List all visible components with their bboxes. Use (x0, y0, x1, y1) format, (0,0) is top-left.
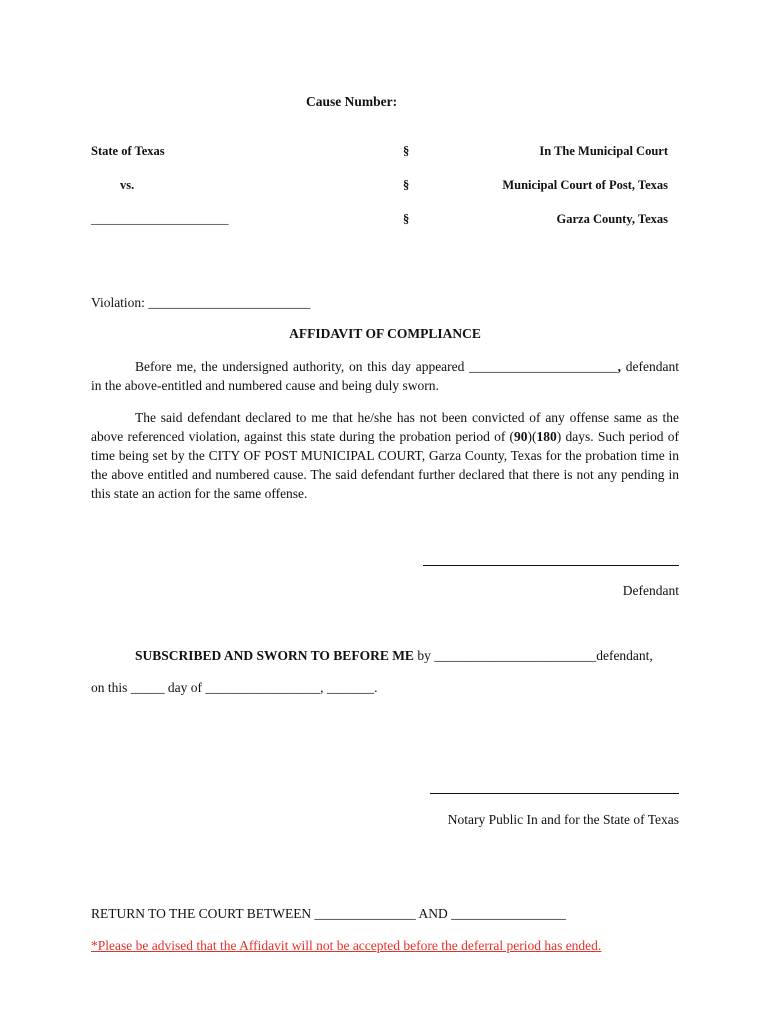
violation-label: Violation: (91, 295, 145, 310)
caption-municipal-court: In The Municipal Court (539, 144, 668, 158)
section-symbol: § (403, 144, 410, 158)
paragraph-declaration (91, 408, 679, 503)
notary-signature-line[interactable] (430, 793, 679, 794)
section-symbol: § (403, 178, 410, 192)
caption-state-of-texas: State of Texas (91, 144, 165, 158)
return-to-court-line[interactable]: RETURN TO THE COURT BETWEEN _______________ AND _________________ (91, 906, 566, 921)
days-180: 180 (536, 429, 557, 444)
paragraph-appearance (91, 357, 679, 395)
para1-comma: , (617, 359, 622, 374)
cause-number-label: Cause Number: (306, 94, 398, 109)
caption-vs: vs. (120, 178, 135, 192)
para2-mid: )( (527, 429, 537, 444)
notary-label: Notary Public In and for the State of Texas (447, 812, 679, 827)
date-line[interactable]: on this _____ day of _________________, _______. (91, 680, 378, 695)
sworn-bold-text: SUBSCRIBED AND SWORN TO BEFORE ME (135, 648, 414, 663)
defendant-signature-line[interactable] (423, 565, 679, 566)
sworn-defendant-blank[interactable]: ________________________ (434, 648, 597, 663)
sworn-statement (135, 648, 653, 664)
violation-blank[interactable]: ________________________ (148, 295, 311, 310)
appeared-name-blank[interactable]: ______________________ (469, 359, 618, 374)
para1-defendant: defendant (625, 359, 680, 374)
para2-part1: The said defendant declared to me that he/she has not been convicted of any offense same as the above referenced violation, against this state during the probation period of ( (91, 410, 679, 444)
para1-text: Before me, the undersigned authority, on this day appeared (135, 359, 465, 374)
document-title: AFFIDAVIT OF COMPLIANCE (289, 326, 481, 341)
deferral-notice: *Please be advised that the Affidavit will not be accepted before the deferral period has ended. (91, 938, 602, 953)
section-symbol: § (403, 212, 410, 226)
defendant-name-blank[interactable]: ______________________ (91, 212, 229, 226)
para2-part2: ) days. Such period of time being set by the CITY OF POST MUNICIPAL COURT, Garza County, Texas for the probation time in the above entitled and numbered cause. The said defendant further declared that there is not any pending in this state an action for the same offense. (91, 429, 679, 501)
sworn-by: by (417, 648, 431, 663)
defendant-signature-label: Defendant (622, 583, 679, 598)
caption-garza-county: Garza County, Texas (556, 212, 668, 226)
caption-court-of-post: Municipal Court of Post, Texas (502, 178, 668, 192)
violation-line (91, 295, 310, 311)
sworn-after: defendant, (596, 648, 653, 663)
para1-line2: in the above-entitled and numbered cause and being duly sworn. (91, 378, 439, 393)
days-90: 90 (514, 429, 528, 444)
